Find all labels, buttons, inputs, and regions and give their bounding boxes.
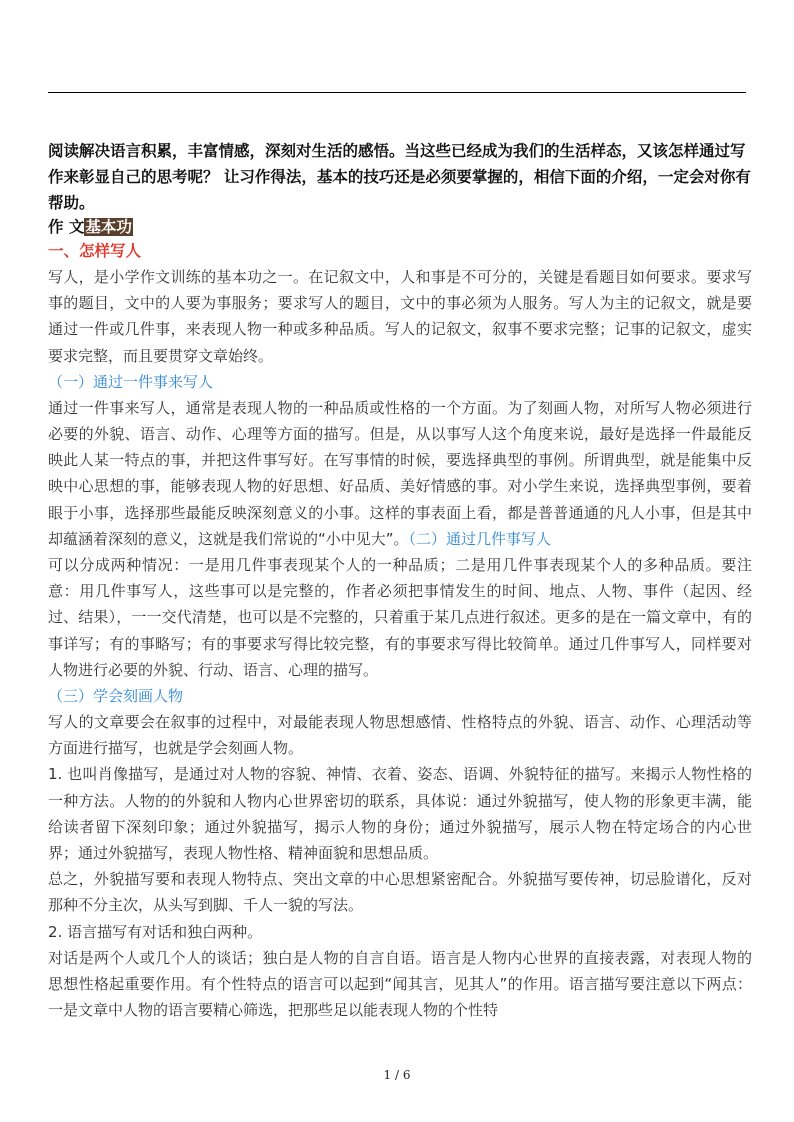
section-1-paragraph: 写人，是小学作文训练的基本功之一。在记叙文中，人和事是不可分的，关键是看题目如何要求。要求写事的题目，文中的人要为事服务；要求写人的题目，文中的事必须为人服务。写人为主的记叙文，就是要通过一件或几件事，来表现人物一种或多种品质。写人的记叙文，叙事不要求完整；记事的记叙文，虚实要求完整，而且要贯穿文章始终。 <box>48 268 752 365</box>
section-1-title: 一、怎样写人 <box>48 242 142 260</box>
intro-paragraph: 阅读解决语言积累，丰富情感，深刻对生活的感悟。当这些已经成为我们的生活样态，又该怎样通过写作来彰显自己的思考呢？ 让习作得法，基本的技巧还是必须要掌握的，相信下面的介绍，一定会对你有帮助。 <box>48 142 751 212</box>
item-2-paragraph: 对话是两个人或几个人的谈话；独白是人物的自言自语。语言是人物内心世界的直接表露，对表现人物的思想性格起重要作用。有个性特点的语言可以起到“闻其言，见其人”的作用。语言描写要注意以下两点：一是文章中人物的语言要精心筛选，把那些足以能表现人物的个性特 <box>48 948 752 1020</box>
summary-paragraph: 总之，外貌描写要和表现人物特点、突出文章的中心思想紧密配合。外貌描写要传神，切忌脸谱化，反对那种不分主次，从头写到脚、千人一貌的写法。 <box>48 870 752 915</box>
subsection-2-title: （二）通过几件事写人 <box>408 529 552 548</box>
item-1-paragraph: 1. 也叫肖像描写，是通过对人物的容貌、神情、衣着、姿态、语调、外貌特征的描写。来揭示人物性格的一种方法。人物的的外貌和人物内心世界密切的联系，具体说：通过外貌描写，使人物的形象更丰满，能给读者留下深刻印象；通过外貌描写，揭示人物的身份；通过外貌描写，展示人物在特定场合的内心世界；通过外貌描写，表现人物性格、精神面貌和思想品质。 <box>48 765 752 863</box>
item-2-heading: 2. 语言描写有对话和独白两种。 <box>48 922 263 941</box>
page-number: 1 / 6 <box>383 1068 411 1082</box>
subsection-1-paragraph <box>48 395 752 552</box>
subsection-3-paragraph: 写人的文章要会在叙事的过程中，对最能表现人物思想感情、性格特点的外貌、语言、动作、心理活动等方面进行描写，也就是学会刻画人物。 <box>48 713 752 758</box>
subsection-2-paragraph: 可以分成两种情况：一是用几件事表现某个人的一种品质；二是用几件事表现某个人的多种品质。要注意：用几件事写人，这些事可以是完整的，作者必须把事情发生的时间、地点、人物、事件（起因、经过、结果），一一交代清楚，也可以是不完整的，只着重于某几点进行叙述。更多的是在一篇文章中，有的事详写；有的事略写；有的事要求写得比较完整，有的事要求写得比较简单。通过几件事写人，同样要对人物进行必要的外貌、行动、语言、心理的描写。 <box>48 556 752 679</box>
heading-prefix: 作 文 <box>48 218 85 236</box>
subsection-3-title: （三）学会刻画人物 <box>48 687 184 706</box>
subsection-1-title: （一）通过一件事来写人 <box>48 372 214 391</box>
subsection-1-text: 通过一件事来写人，通常是表现人物的一种品质或性格的一个方面。为了刻画人物，对所写人物必须进行必要的外貌、语言、动作、心理等方面的描写。但是，从以事写人这个角度来说，最好是选择一件最能反映此人某一特点的事，并把这件事写好。在写事情的时候，要选择典型的事例。所谓典型，就是能集中反映中心思想的事，能够表现人物的好思想、好品质、美好情感的事。对小学生来说，选择典型事例，要着眼于小事，选择那些最能反映深刻意义的小事。这样的事表面上看，都是普普通通的凡人小事，但是其中却蕴涵着深刻的意义，这就是我们常说的“小中见大”。 <box>48 398 752 548</box>
header-divider <box>48 92 746 93</box>
section-heading <box>48 216 752 238</box>
document-body <box>48 138 752 1023</box>
heading-highlight: 基本功 <box>85 218 132 236</box>
